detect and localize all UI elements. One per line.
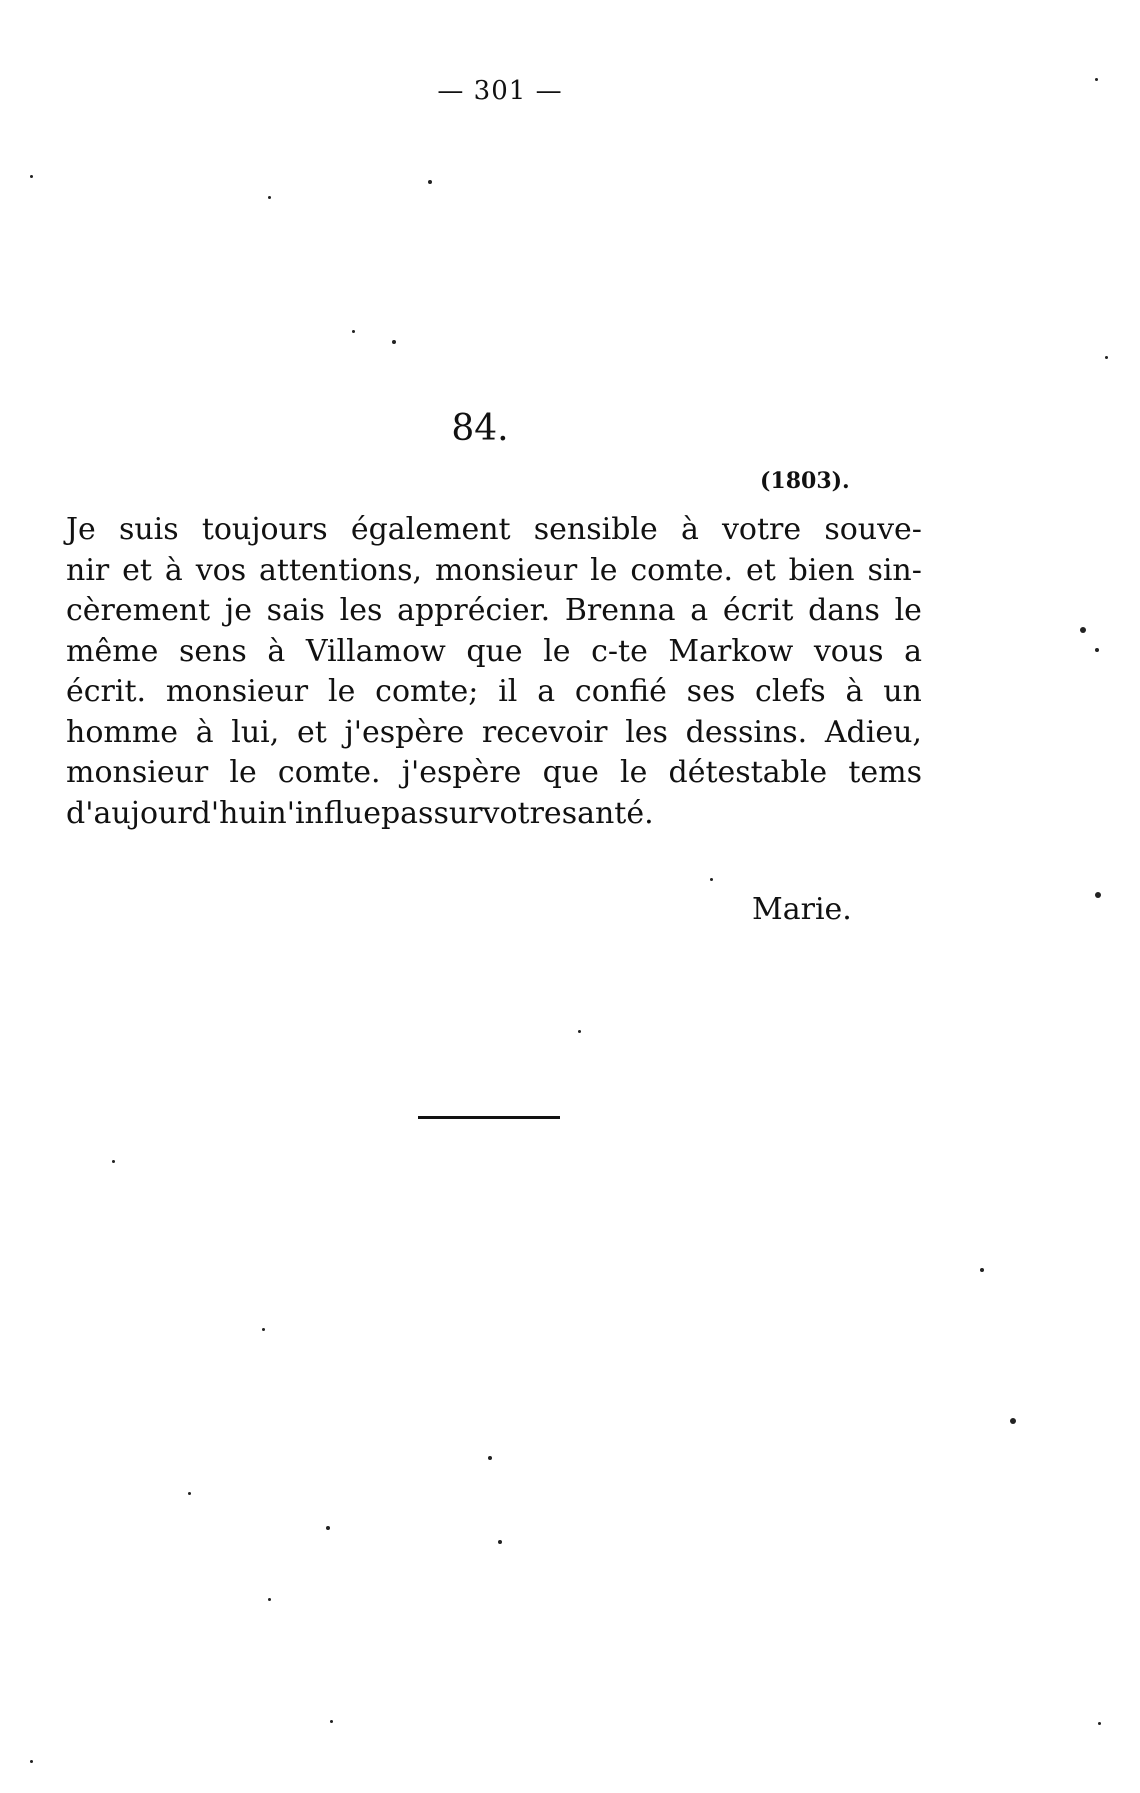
letter-number: 84. (451, 408, 509, 449)
scan-speck (268, 196, 271, 199)
scan-speck (112, 1160, 115, 1163)
scan-speck (30, 175, 33, 178)
body-word: et (745, 552, 776, 588)
body-line (66, 794, 922, 835)
body-word: sais (266, 593, 325, 628)
scan-speck (392, 340, 396, 344)
body-word: confié (574, 674, 667, 709)
body-word: à (195, 714, 214, 750)
scan-speck (1095, 892, 1101, 898)
body-word: cèrement (66, 593, 211, 628)
body-word: Adieu, (824, 714, 922, 750)
body-word: comte; (375, 674, 479, 709)
body-line (66, 713, 922, 754)
body-word: monsieur (165, 674, 309, 709)
body-word: écrit (722, 593, 794, 628)
body-word: sensible (533, 512, 658, 547)
signature: Marie. (752, 892, 852, 927)
body-word: monsieur (434, 552, 578, 588)
scan-speck (428, 180, 432, 184)
body-word: dessins. (685, 714, 808, 750)
scan-speck (1095, 648, 1099, 652)
body-word: le (229, 755, 257, 790)
body-word: et (296, 714, 327, 750)
body-word: il (498, 674, 518, 709)
body-word: le (590, 552, 618, 588)
body-word: le (543, 633, 571, 669)
body-word: c-te (591, 633, 648, 669)
body-word: Markow (668, 633, 794, 669)
scan-speck (188, 1492, 191, 1495)
body-word: vous (813, 633, 884, 669)
scan-speck (268, 1598, 271, 1601)
body-line (66, 591, 922, 632)
body-word: a (537, 674, 556, 709)
letter-body (66, 510, 922, 834)
body-word: les (339, 593, 383, 628)
body-line (66, 510, 922, 551)
body-word: homme (66, 714, 179, 750)
body-word: souve- (824, 512, 922, 547)
body-word: votre (721, 512, 802, 547)
body-word: à (680, 512, 699, 547)
body-word: a (690, 593, 709, 628)
body-word: monsieur (66, 755, 209, 790)
body-word: également (350, 512, 511, 547)
body-word: nir (66, 552, 110, 588)
scan-speck (352, 330, 355, 333)
scan-speck (1010, 1418, 1016, 1424)
body-line (66, 632, 922, 673)
scan-speck (578, 1030, 581, 1033)
body-word: que (466, 633, 523, 669)
body-word: le (620, 755, 648, 790)
body-word: pas (380, 795, 434, 831)
scan-speck (330, 1720, 333, 1723)
body-word: j'espère (401, 755, 522, 790)
body-word: suis (118, 512, 179, 547)
body-word: ses (686, 674, 736, 709)
body-word: votre (482, 795, 562, 831)
scan-speck (1095, 78, 1098, 81)
scan-speck (1098, 1722, 1101, 1725)
scan-speck (488, 1456, 492, 1460)
scan-speck (710, 878, 713, 881)
scan-speck (30, 1760, 33, 1763)
body-word: Villamow (305, 633, 446, 669)
body-word: a (904, 633, 922, 669)
body-word: Brenna (564, 593, 676, 628)
body-word: d'aujourd'hui (66, 795, 268, 831)
body-word: recevoir (481, 714, 608, 750)
scan-speck (1105, 356, 1108, 359)
body-word: toujours (201, 512, 328, 547)
section-divider (418, 1116, 560, 1119)
body-word: à (845, 674, 864, 709)
body-word: vos (195, 552, 247, 588)
body-word: et (122, 552, 152, 588)
body-word: dans (808, 593, 880, 628)
body-line (66, 672, 922, 713)
body-word: apprécier. (397, 593, 551, 628)
body-word: même (66, 633, 159, 669)
scan-speck (1080, 627, 1086, 633)
body-word: sens (178, 633, 247, 669)
body-word: écrit. (66, 674, 147, 709)
body-word: bien (788, 552, 855, 588)
scan-speck (262, 1328, 265, 1331)
body-word: sin- (867, 552, 922, 588)
body-word: les (625, 714, 668, 750)
body-word: attentions, (259, 552, 423, 588)
body-word: à (267, 633, 286, 669)
scan-speck (498, 1540, 502, 1544)
page-number: — 301 — (437, 76, 563, 106)
scan-speck (980, 1268, 984, 1272)
body-word: un (883, 674, 922, 709)
letter-date: (1803). (760, 468, 850, 494)
body-word: comte. (630, 552, 734, 588)
body-word: détestable (668, 755, 828, 790)
body-word: sur (433, 795, 483, 831)
body-word: j'espère (344, 714, 465, 750)
body-line (66, 753, 922, 794)
body-word: le (327, 674, 356, 709)
body-word: lui, (231, 714, 280, 750)
body-word: à (164, 552, 183, 588)
body-word: clefs (755, 674, 826, 709)
body-line (66, 551, 922, 592)
body-word: n'influe (267, 795, 381, 831)
body-word: je (224, 593, 252, 628)
body-word: santé. (561, 795, 654, 831)
body-word: Je (66, 512, 96, 547)
body-word: que (542, 755, 599, 790)
body-word: comte. (277, 755, 381, 790)
scan-speck (326, 1526, 330, 1530)
body-word: tems (848, 755, 922, 790)
body-word: le (894, 593, 922, 628)
